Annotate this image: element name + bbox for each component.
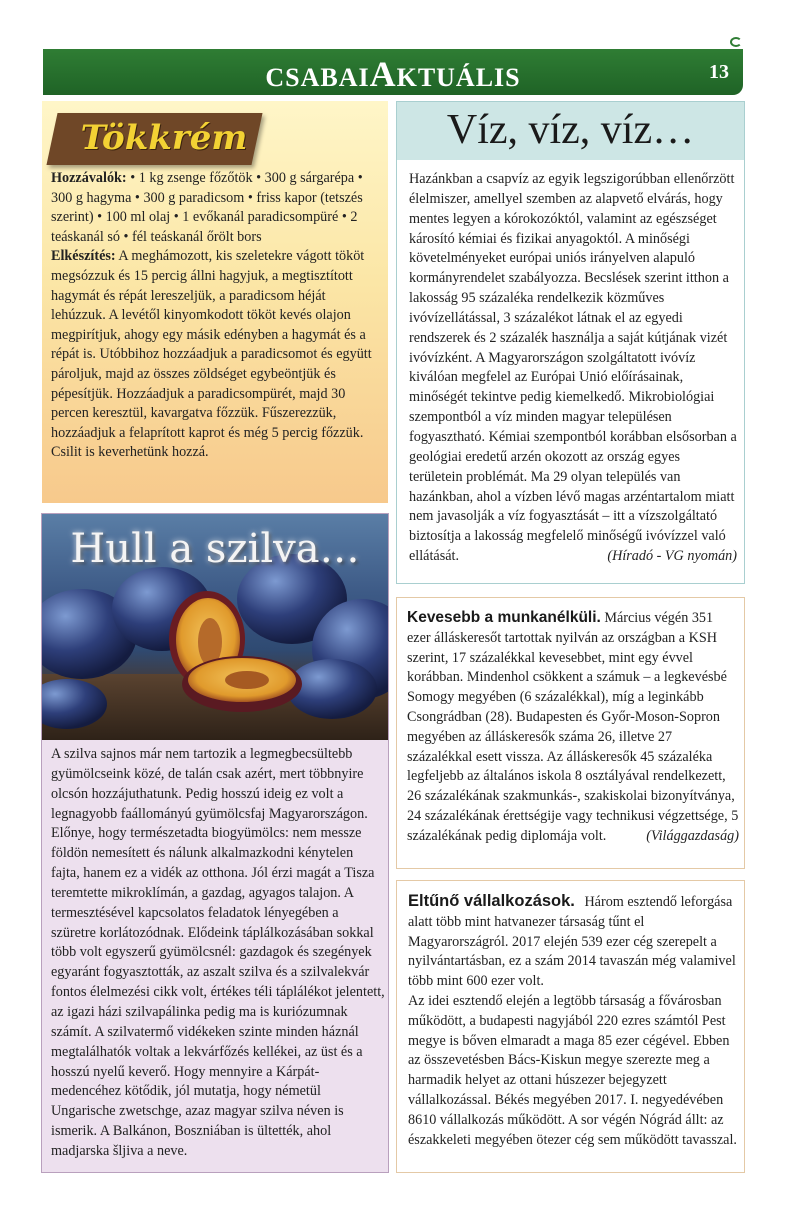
ingredients-label: Hozzávalók: — [51, 170, 127, 186]
water-article — [396, 101, 745, 584]
title-part-2: KTUÁLIS — [396, 63, 521, 92]
method-text: A meghámozott, kis szeletekre vágott tököt megsózzuk és 15 percig állni hagyjuk, a megtisztított hagymát és répát lereszeljük, a paradicsom héját lehúzzuk. A levétől kinyomkodott tököt kevés olajon megpirítjuk, ahogy egy másik edényben a hagymát és a répát is. Utóbbihoz hozzáadjuk a paradicsomot és együtt pároljuk, majd az összes zöldséget egybeöntjük és pépesítjük. Hozzáadjuk a paradicsompürét, majd 30 percen keresztül, kavargatva főzzük. Fűszerezzük, hozzáadjuk a felaprított kaprot és még 5 percig főzzük. Csilit is keverhetünk hozzá. — [51, 248, 372, 461]
title-initial: A — [369, 54, 397, 94]
companies-article — [396, 880, 745, 1173]
article-source: (Világgazdaság) — [646, 827, 739, 844]
article-body: A szilva sajnos már nem tartozik a legmegbecsültebb gyümölcseink közé, de talán csak azért, mert többnyire olcsón hozzájuthatunk. Pedig hosszú ideig ez volt a legnagyobb faállományú gyümölcsfaj Magyarországon. Előnye, hogy természetadta biogyümölcs: nem messze földön nemesített és nálunk alkalmazkodni kénytelen fajta, hanem ez a vidék az otthona. Jól érzi magát a Tisza teremtette mikroklímán, a gazdag, agyagos talajon. A termesztésével kapcsolatos feladatok lényegében a szüretre korlátozódnak. Elődeink táplálkozásában sokkal több volt egyszerű gyümölcsnél: gazdagok és szegények egyaránt fogyasztották, az aszalt szilva és a szilvalekvár fontos élelmezési cikk volt, értékes téli táplálékot jelentett, az igazi házi szilvapálinka pedig ma is kuriózumnak számít. A szilvatermő vidékeken szinte minden háznál megtalálhatók voltak a lekvárfőzés kellékei, az üst és a hosszú nyelű keverő. Hogy mennyire a Kárpát-medencéhez kötődik, jól mutatja, hogy németül Ungarische zwetschge, azaz magyar szilva néven is ismerik. A Balkánon, Boszniában is ültették, ahol madjarska šljiva a neve. — [51, 746, 385, 1159]
method-label: Elkészítés: — [51, 248, 116, 265]
article-body — [407, 608, 739, 847]
swirl-ornament-icon — [730, 37, 742, 47]
magazine-title — [43, 53, 743, 95]
article-text: Március végén 351 ezer álláskeresőt tartottak nyilván az országban a KSH szerint, 17 százalékkal kevesebbet, mint egy évvel korábban. Mindenhol csökkent a számuk – a legkevésbé Somogy megyében (6 százalékkal), míg a leginkább Csongrádban (28). Budapesten és Győr-Moson-Sopron megyében az álláskeresők száma 26, illetve 27 százalékkal esett vissza. Az álláskeresők 45 százaléka legfeljebb az általános iskola 8 osztályával rendelkezett, 26 százalékának szakmunkás-, szakiskolai bizonyítványa, 24 százalékának érettségije vagy technikusi végzettsége, 5 százalékának pedig diplomája volt. — [407, 610, 739, 844]
page-number: 13 — [709, 61, 729, 83]
plum-article — [41, 513, 389, 1173]
article-text: Hazánkban a csapvíz az egyik legszigorúbban ellenőrzött élelmiszer, amellyel szemben az alapvető elvárás, hogy mentes legyen a kórokozóktól, valamint az egészséget károsító kémiai és fizikai anyagoktól. A minőségi követelményeket európai uniós irányelven alapuló kormányrendelet szabályozza. Becslések szerint itthon a lakosság 95 százaléka rendelkezik közműves ivóvízellátással, 3 százalékot látnak el az egyedi rendszerek és 2 százalék használja a saját kútjának vizét ivóvízként. A Magyarországon szolgáltatott ivóvíz kiválóan megfelel az Európai Unió előírásainak, minőségét tekintve pedig kiemelkedő. Mikrobiológiai szempontból a víz minden magyar településen fogyasztható. Kémiai szempontból korábban elsősorban a geológiai eredetű arzén okozott az ország egyes területein problémát. Ma 29 olyan település van hazánkban, ahol a vízben lévő magas arzéntartalom miatt nem javasolják a víz fogyasztását – itt a vízszolgáltató biztosítja a lakosság megfelelő minőségű ivóvízzel való ellátását. — [409, 171, 737, 565]
article-header — [397, 102, 744, 160]
article-lead: Kevesebb a munkanélküli. — [407, 609, 601, 626]
article-title: Víz, víz, víz… — [446, 107, 695, 153]
title-part-1: CSABAI — [265, 63, 370, 92]
article-body — [408, 892, 738, 1150]
unemployment-article — [396, 597, 745, 869]
article-body — [409, 170, 737, 567]
recipe-body — [51, 169, 381, 463]
plum-photo — [42, 514, 388, 740]
article-paragraph-1: Három esztendő leforgása alatt több mint hatvanezer társaság tűnt el Magyarországról. 2017 elején 539 ezer cég szerepelt a nyilvántartásban, ez a szám 2014 tavaszán még valamivel több mint 600 ezer volt. — [408, 894, 736, 990]
article-paragraph-2: Az idei esztendő elején a legtöbb társaság a fővárosban működött, a budapesti nagyjából 220 ezres számtól Pest megye is bőven elmaradt a maga 85 ezer cégével. Ebben az összevetésben Bács-Kiskun megye szerezte meg a harmadik helyet az ottani húszezer bejegyzett vállalkozással. Békés megyében 2017. I. negyedévében 8610 vállalkozás működött. A sor végén Nógrád állt: az északkeleti megyében ötezer cég sem működött tavasszal. — [408, 992, 737, 1148]
header-bar — [43, 49, 743, 95]
article-lead: Eltűnő vállalkozások. — [408, 892, 575, 910]
ingredients-text: • 1 kg zsenge főzőtök • 300 g sárgarépa • 300 g hagyma • 300 g paradicsom • friss kapor (tetszés szerint) • 100 ml olaj • 1 evőkanál paradicsompüré • 2 teáskanál só • fél teáskanál őrölt bors — [51, 170, 363, 245]
article-title: Hull a szilva… — [70, 526, 360, 572]
article-source: (Híradó - VG nyomán) — [607, 548, 737, 565]
recipe-title: Tökkrém — [80, 118, 248, 158]
recipe-box — [42, 101, 388, 503]
